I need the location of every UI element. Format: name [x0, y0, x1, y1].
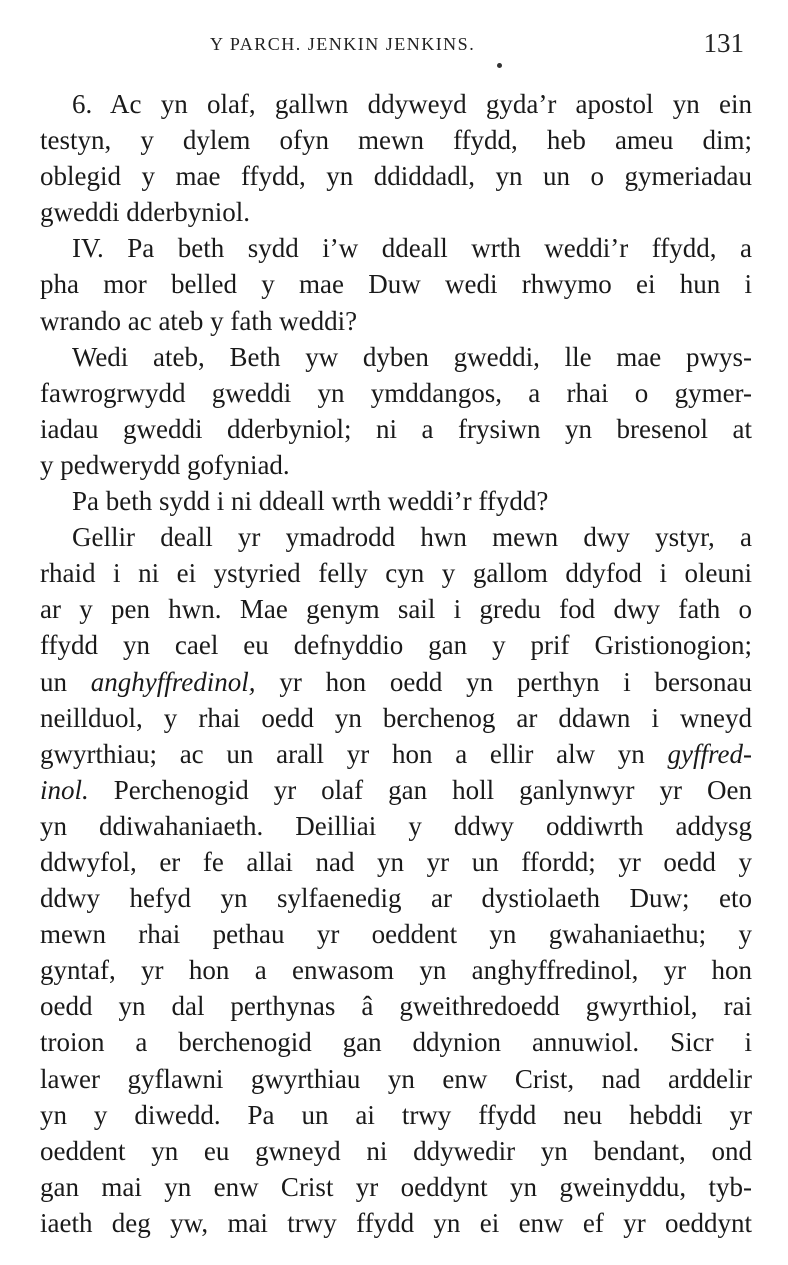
- text-run: iaeth deg yw, mai trwy ffydd yn ei enw ef yr oeddynt: [40, 1207, 752, 1238]
- text-line: [40, 772, 752, 808]
- text-run: gan mai yn enw Crist yr oeddynt yn gweinyddu, tyb-: [40, 1171, 752, 1202]
- print-mark: [497, 63, 502, 68]
- text-run: fawrogrwydd gweddi yn ymddangos, a rhai o gymer-: [40, 377, 752, 408]
- running-head: Y PARCH. JENKIN JENKINS.: [210, 34, 476, 54]
- text-run: ar y pen hwn. Mae genym sail i gredu fod dwy fath o: [40, 594, 752, 625]
- text-line: [40, 122, 752, 158]
- text-run: troion a berchenogid gan ddynion annuwiol. Sicr i: [40, 1027, 752, 1058]
- text-line: [40, 1097, 752, 1133]
- text-line: [40, 194, 752, 230]
- text-run: oeddent yn eu gwneyd ni ddywedir yn bendant, ond: [40, 1135, 752, 1166]
- text-run: Gellir deall yr ymadrodd hwn mewn dwy ystyr, a: [72, 522, 752, 553]
- text-run: Perchenogid yr olaf gan holl ganlynwyr yr Oen: [88, 774, 752, 805]
- text-line: [40, 700, 752, 736]
- text-run: rhaid i ni ei ystyried felly cyn y gallom ddyfod i oleuni: [40, 558, 752, 589]
- text-run: yr hon oedd yn perthyn i bersonau: [255, 666, 753, 697]
- page-header: [40, 28, 750, 64]
- text-run: gwyrthiau; ac un arall yr hon a ellir alw yn: [40, 738, 668, 769]
- text-line: [40, 86, 752, 122]
- text-run: 6. Ac yn olaf, gallwn ddyweyd gyda’r apostol yn ein: [72, 89, 752, 119]
- body-text: [40, 86, 752, 1241]
- text-run: un: [40, 666, 91, 697]
- text-line: [40, 844, 752, 880]
- text-run: Pa beth sydd i ni ddeall wrth weddi’r ffydd?: [72, 486, 549, 517]
- text-run: pha mor belled y mae Duw wedi rhwymo ei hun i: [40, 269, 752, 300]
- text-line: [40, 158, 752, 194]
- text-run: y pedwerydd gofyniad.: [40, 449, 290, 480]
- italic-text: gyffred-: [667, 738, 752, 769]
- text-line: [40, 1133, 752, 1169]
- text-line: [40, 303, 752, 339]
- text-line: [40, 1061, 752, 1097]
- text-run: mewn rhai pethau yr oeddent yn gwahaniaethu; y: [40, 919, 752, 950]
- text-run: iadau gweddi dderbyniol; ni a frysiwn yn bresenol at: [40, 413, 752, 444]
- italic-text: inol.: [40, 774, 89, 805]
- text-run: ffydd yn cael eu defnyddio gan y prif Gristionogion;: [40, 630, 752, 661]
- text-run: wrando ac ateb y fath weddi?: [40, 305, 358, 336]
- text-line: [40, 555, 752, 591]
- text-run: lawer gyflawni gwyrthiau yn enw Crist, nad arddelir: [40, 1063, 752, 1094]
- text-run: ddwyfol, er fe allai nad yn yr un ffordd; yr oedd y: [40, 846, 752, 877]
- text-line: [40, 339, 752, 375]
- text-line: [40, 808, 752, 844]
- italic-text: anghyffredinol,: [90, 666, 256, 697]
- text-line: [40, 664, 752, 700]
- text-line: [40, 411, 752, 447]
- text-line: [40, 591, 752, 627]
- text-line: [40, 266, 752, 302]
- text-line: [40, 519, 752, 555]
- text-line: [40, 952, 752, 988]
- text-line: [40, 375, 752, 411]
- text-run: yn y diwedd. Pa un ai trwy ffydd neu hebddi yr: [40, 1099, 752, 1130]
- text-line: [40, 1024, 752, 1060]
- text-line: [40, 1205, 752, 1241]
- text-line: [40, 880, 752, 916]
- page-number: 131: [703, 28, 744, 58]
- text-run: oedd yn dal perthynas â gweithredoedd gwyrthiol, rai: [40, 991, 752, 1022]
- text-run: testyn, y dylem ofyn mewn ffydd, heb ameu dim;: [40, 125, 752, 156]
- text-line: [40, 916, 752, 952]
- text-line: [40, 230, 752, 266]
- text-line: [40, 447, 752, 483]
- text-run: gyntaf, yr hon a enwasom yn anghyffredinol, yr hon: [40, 955, 752, 986]
- text-run: gweddi dderbyniol.: [40, 197, 250, 228]
- text-line: [40, 483, 752, 519]
- text-run: IV. Pa beth sydd i’w ddeall wrth weddi’r ffydd, a: [72, 233, 752, 264]
- text-run: Wedi ateb, Beth yw dyben gweddi, lle mae pwys-: [72, 341, 752, 372]
- text-line: [40, 1169, 752, 1205]
- text-line: [40, 627, 752, 663]
- text-line: [40, 736, 752, 772]
- text-run: neillduol, y rhai oedd yn berchenog ar ddawn i wneyd: [40, 702, 752, 733]
- text-line: [40, 988, 752, 1024]
- text-run: ddwy hefyd yn sylfaenedig ar dystiolaeth Duw; eto: [40, 883, 752, 914]
- text-run: oblegid y mae ffydd, yn ddiddadl, yn un o gymeriadau: [40, 161, 752, 192]
- text-run: yn ddiwahaniaeth. Deilliai y ddwy oddiwrth addysg: [40, 810, 752, 841]
